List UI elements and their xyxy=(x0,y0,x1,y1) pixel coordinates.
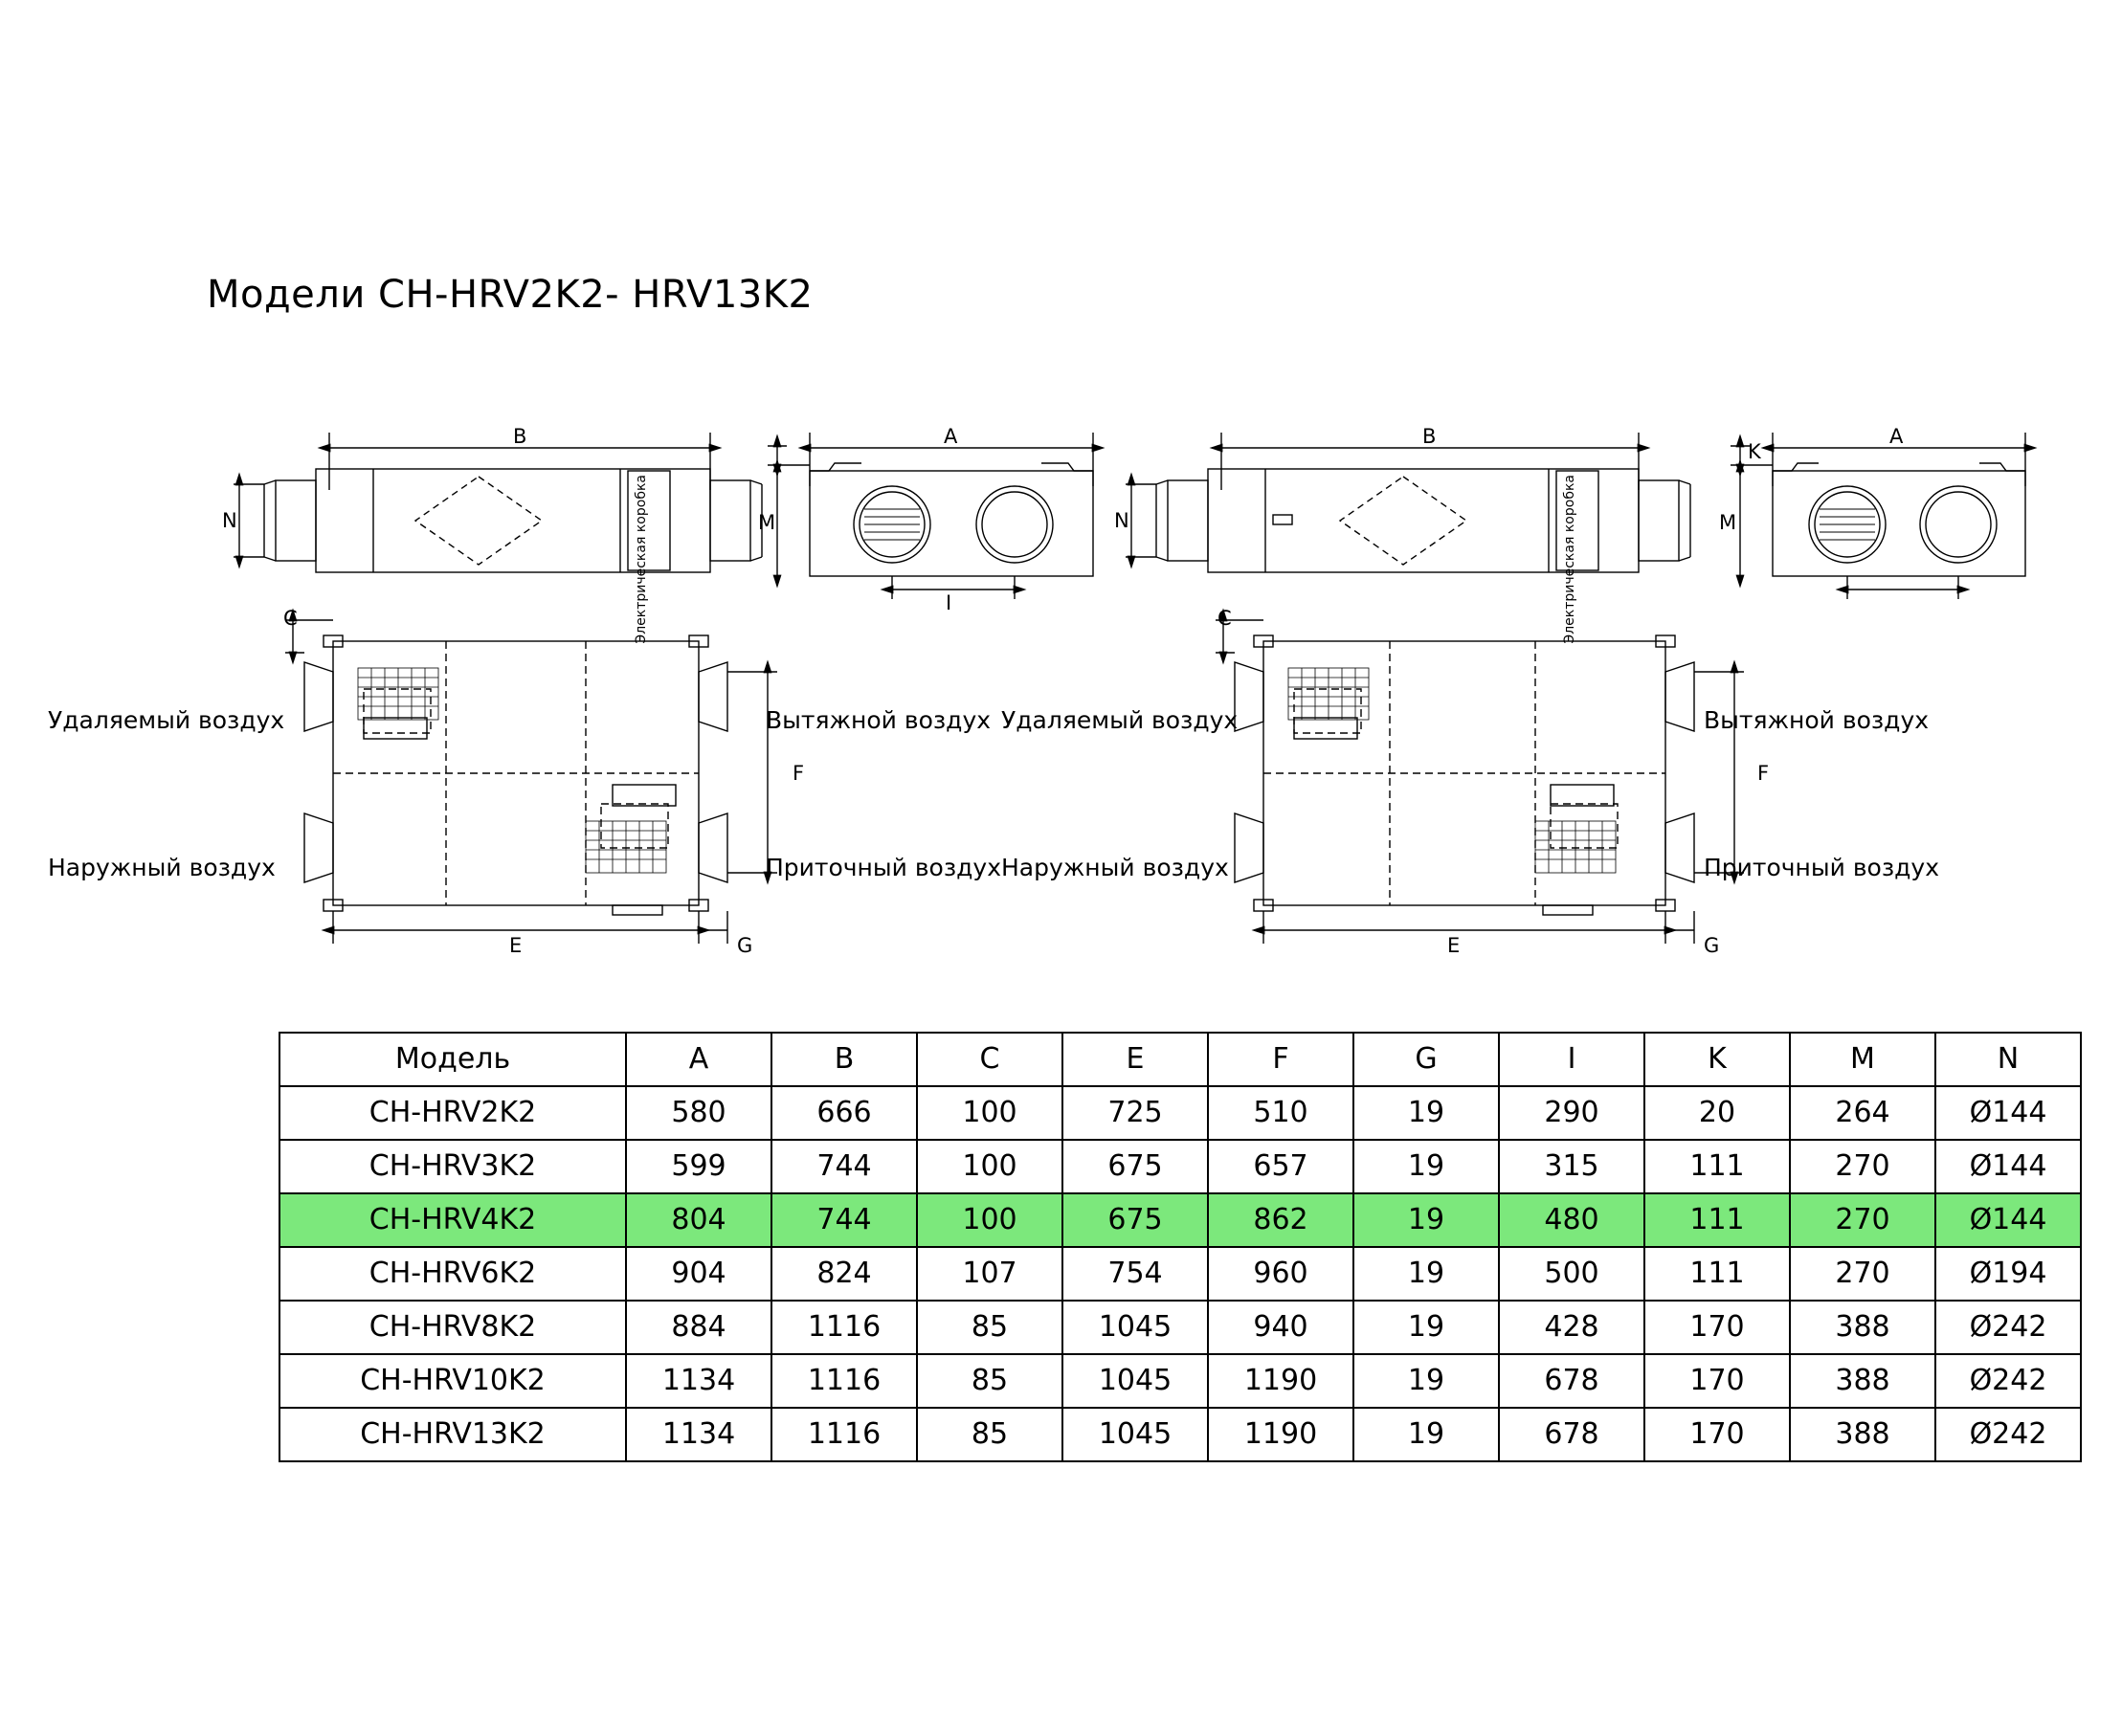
table-cell: 744 xyxy=(771,1140,917,1193)
technical-drawing xyxy=(0,402,2122,995)
table-cell: 960 xyxy=(1208,1247,1353,1301)
callout-exhaust-out-right: Удаляемый воздух xyxy=(1001,706,1239,734)
table-cell: 100 xyxy=(917,1193,1062,1247)
table-cell: 666 xyxy=(771,1086,917,1140)
dim-label-k-right: K xyxy=(1748,440,1761,463)
dim-label-e-left: E xyxy=(509,934,523,957)
table-cell: Ø242 xyxy=(1935,1301,2081,1354)
table-cell: 388 xyxy=(1790,1408,1935,1461)
table-cell-model: CH-HRV10K2 xyxy=(279,1354,626,1408)
table-cell: 599 xyxy=(626,1140,771,1193)
table-cell: 940 xyxy=(1208,1301,1353,1354)
dim-label-b-left: B xyxy=(513,425,527,448)
table-header-row xyxy=(279,1033,2081,1086)
callout-supply-air-right: Приточный воздух xyxy=(1704,854,1940,881)
table-cell: 1045 xyxy=(1062,1301,1208,1354)
table-cell: 270 xyxy=(1790,1140,1935,1193)
table-cell-model: CH-HRV4K2 xyxy=(279,1193,626,1247)
table-cell: 500 xyxy=(1499,1247,1644,1301)
table-cell-model: CH-HRV8K2 xyxy=(279,1301,626,1354)
table-cell: 85 xyxy=(917,1301,1062,1354)
table-cell: 19 xyxy=(1353,1140,1499,1193)
table-cell: 657 xyxy=(1208,1140,1353,1193)
dim-label-n-left: N xyxy=(222,509,237,532)
table-cell: 428 xyxy=(1499,1301,1644,1354)
table-header-cell: G xyxy=(1353,1033,1499,1086)
table-cell: 315 xyxy=(1499,1140,1644,1193)
table-cell: Ø144 xyxy=(1935,1086,2081,1140)
table-cell: Ø194 xyxy=(1935,1247,2081,1301)
drawing-svg xyxy=(0,402,2122,995)
dim-label-g-left: G xyxy=(737,934,753,957)
specification-table xyxy=(279,1032,2082,1462)
table-header-cell: M xyxy=(1790,1033,1935,1086)
table-cell: 107 xyxy=(917,1247,1062,1301)
table-cell: 100 xyxy=(917,1140,1062,1193)
electrical-box-label-right: Электрическая коробка xyxy=(1562,475,1577,644)
table-cell: 678 xyxy=(1499,1354,1644,1408)
table-cell-model: CH-HRV13K2 xyxy=(279,1408,626,1461)
dim-label-a-right: A xyxy=(1889,425,1904,448)
table-cell: 111 xyxy=(1644,1140,1790,1193)
table-cell: 510 xyxy=(1208,1086,1353,1140)
dim-label-g-right: G xyxy=(1704,934,1720,957)
table-cell: Ø242 xyxy=(1935,1354,2081,1408)
electrical-box-label-left: Электрическая коробка xyxy=(634,475,649,644)
table-row-highlighted xyxy=(279,1193,2081,1247)
table-cell: 270 xyxy=(1790,1193,1935,1247)
callout-exhaust-out-left: Удаляемый воздух xyxy=(48,706,285,734)
table-cell: 170 xyxy=(1644,1408,1790,1461)
dim-label-a-left: A xyxy=(944,425,958,448)
page-title: Модели CH-HRV2K2- HRV13K2 xyxy=(207,273,814,317)
table-header-cell: E xyxy=(1062,1033,1208,1086)
table-cell: 678 xyxy=(1499,1408,1644,1461)
table-cell: 1045 xyxy=(1062,1354,1208,1408)
table-cell: 754 xyxy=(1062,1247,1208,1301)
callout-outdoor-air-left: Наружный воздух xyxy=(48,854,276,881)
table-cell: 1134 xyxy=(626,1354,771,1408)
table-cell: 111 xyxy=(1644,1247,1790,1301)
table-cell: 744 xyxy=(771,1193,917,1247)
dim-label-b-right: B xyxy=(1422,425,1437,448)
table-cell: 388 xyxy=(1790,1301,1935,1354)
table-cell: 264 xyxy=(1790,1086,1935,1140)
table-cell: 19 xyxy=(1353,1408,1499,1461)
dim-label-e-right: E xyxy=(1447,934,1461,957)
table-cell: 388 xyxy=(1790,1354,1935,1408)
table-cell: 725 xyxy=(1062,1086,1208,1140)
table-row xyxy=(279,1247,2081,1301)
table-cell: 170 xyxy=(1644,1354,1790,1408)
table-row xyxy=(279,1086,2081,1140)
table-cell: 1116 xyxy=(771,1408,917,1461)
table-cell: 270 xyxy=(1790,1247,1935,1301)
table-cell: 824 xyxy=(771,1247,917,1301)
table-cell: 675 xyxy=(1062,1140,1208,1193)
table-cell: 804 xyxy=(626,1193,771,1247)
table-cell: 111 xyxy=(1644,1193,1790,1247)
dim-label-m-left: M xyxy=(758,511,776,534)
table-cell: 19 xyxy=(1353,1193,1499,1247)
table-cell: 904 xyxy=(626,1247,771,1301)
table-cell: 1045 xyxy=(1062,1408,1208,1461)
callout-supply-air-left: Приточный воздух xyxy=(766,854,1002,881)
table-cell: 100 xyxy=(917,1086,1062,1140)
dim-label-i-left: I xyxy=(946,591,952,614)
table-cell: Ø144 xyxy=(1935,1193,2081,1247)
table-cell: 19 xyxy=(1353,1301,1499,1354)
table-cell: Ø242 xyxy=(1935,1408,2081,1461)
table-cell: 1134 xyxy=(626,1408,771,1461)
table-row xyxy=(279,1354,2081,1408)
dim-label-f-right: F xyxy=(1757,762,1770,785)
table-cell: 1190 xyxy=(1208,1408,1353,1461)
dim-label-m-right: M xyxy=(1719,511,1737,534)
table-row xyxy=(279,1408,2081,1461)
dim-label-c-right: C xyxy=(1217,607,1232,630)
dim-label-c-left: C xyxy=(283,607,298,630)
table-cell: 884 xyxy=(626,1301,771,1354)
table-cell: 580 xyxy=(626,1086,771,1140)
table-row xyxy=(279,1301,2081,1354)
table-cell-model: CH-HRV2K2 xyxy=(279,1086,626,1140)
table-header-cell: K xyxy=(1644,1033,1790,1086)
table-header-cell: N xyxy=(1935,1033,2081,1086)
table-cell: Ø144 xyxy=(1935,1140,2081,1193)
table-cell-model: CH-HRV6K2 xyxy=(279,1247,626,1301)
callout-outdoor-air-right: Наружный воздух xyxy=(1001,854,1229,881)
table-cell: 19 xyxy=(1353,1247,1499,1301)
table-header-cell: Модель xyxy=(279,1033,626,1086)
table-cell: 20 xyxy=(1644,1086,1790,1140)
callout-exhaust-air-right: Вытяжной воздух xyxy=(1704,706,1930,734)
dim-label-f-left: F xyxy=(793,762,805,785)
table-cell: 675 xyxy=(1062,1193,1208,1247)
table-cell: 480 xyxy=(1499,1193,1644,1247)
table-cell: 1116 xyxy=(771,1301,917,1354)
table-header-cell: I xyxy=(1499,1033,1644,1086)
table-header-cell: F xyxy=(1208,1033,1353,1086)
table-header-cell: A xyxy=(626,1033,771,1086)
callout-exhaust-air-left: Вытяжной воздух xyxy=(766,706,992,734)
table-cell: 862 xyxy=(1208,1193,1353,1247)
table-cell: 290 xyxy=(1499,1086,1644,1140)
dim-label-n-right: N xyxy=(1114,509,1129,532)
table-cell: 170 xyxy=(1644,1301,1790,1354)
table-cell: 1190 xyxy=(1208,1354,1353,1408)
table-cell: 85 xyxy=(917,1354,1062,1408)
table-header-cell: B xyxy=(771,1033,917,1086)
table-cell: 1116 xyxy=(771,1354,917,1408)
table-cell: 19 xyxy=(1353,1354,1499,1408)
table-cell: 85 xyxy=(917,1408,1062,1461)
table-row xyxy=(279,1140,2081,1193)
table-header-cell: C xyxy=(917,1033,1062,1086)
table-cell-model: CH-HRV3K2 xyxy=(279,1140,626,1193)
table-cell: 19 xyxy=(1353,1086,1499,1140)
